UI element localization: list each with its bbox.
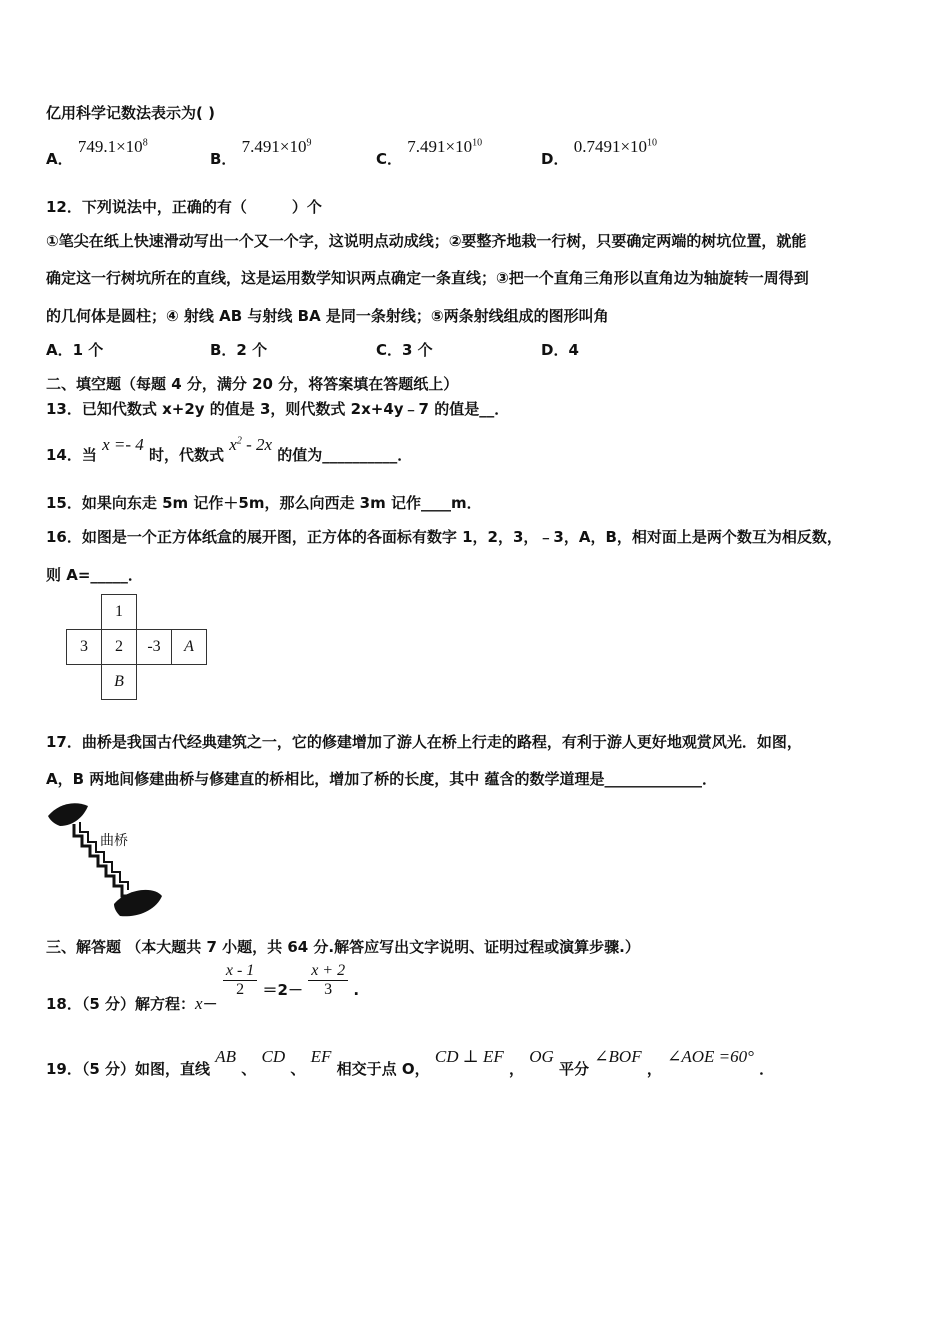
cube-face-right1: -3 — [137, 630, 172, 665]
q12-stem: 12．下列说法中，正确的有（ ）个 — [46, 198, 322, 216]
q19-ray-og: OG — [529, 1047, 554, 1066]
q17-line1: 17．曲桥是我国古代经典建筑之一，它的修建增加了游人在桥上行走的路程，有利于游人更好地观赏风光．如图， — [46, 733, 802, 751]
q11-tail: 亿用科学记数法表示为( ) — [46, 104, 215, 122]
q19-angle-bof: ∠BOF — [594, 1047, 642, 1066]
q11-option-a[interactable] — [46, 137, 148, 169]
option-label: A． — [46, 150, 73, 168]
q12-option-d[interactable]: D．4 — [541, 341, 579, 359]
q18-pre: 18．（5 分）解方程： — [46, 995, 196, 1013]
q19-comma: ， — [509, 1060, 525, 1078]
q19-comma: ， — [646, 1060, 662, 1078]
cube-face-left: 3 — [67, 630, 102, 665]
q14-post: 的值为__________． — [277, 446, 413, 464]
q19-post: ． — [759, 1060, 775, 1078]
option-value: $749.1\times 10^8$ — [77, 137, 148, 156]
q18-fraction-1: $\frac{x - 1}{2}$ — [223, 962, 257, 999]
q12-option-c[interactable]: C．3 个 — [376, 341, 433, 359]
option-value: $0.7491\times 10^{10}$ — [573, 137, 658, 156]
q12-line1: ①笔尖在纸上快速滑动写出一个又一个字，这说明点动成线；②要整齐地栽一行树，只要确定两端的树坑位置，就能 — [46, 232, 807, 250]
q14 — [46, 435, 413, 465]
zigzag-bridge-figure — [44, 800, 169, 920]
q12-option-b[interactable]: B．2 个 — [210, 341, 268, 359]
q18-post: . — [353, 981, 360, 999]
option-value: $7.491\times 10^{10}$ — [407, 137, 483, 156]
q17-line2: A，B 两地间修建曲桥与修建直的桥相比，增加了桥的长度，其中 蕴含的数学道理是_____________． — [46, 770, 717, 788]
q19-bisect: 平分 — [559, 1060, 590, 1078]
cube-net-figure — [66, 594, 207, 700]
cube-face-right2: A — [172, 630, 207, 665]
q18-fraction-2: $\frac{x + 2}{3}$ — [308, 962, 348, 999]
q19-pre: 19．（5 分）如图，直线 — [46, 1060, 211, 1078]
q18 — [46, 962, 360, 1013]
q11-option-d[interactable] — [541, 137, 658, 169]
q14-condition: x =- 4 — [102, 435, 144, 454]
option-label: C． — [376, 150, 403, 168]
q19-angle-aoe: ∠AOE =60° — [667, 1047, 754, 1066]
q19-line-cd: CD — [261, 1047, 286, 1066]
q14-mid: 时，代数式 — [149, 446, 225, 464]
q18-equals: ＝2－ — [262, 981, 303, 999]
q12-option-a[interactable]: A．1 个 — [46, 341, 104, 359]
option-label: D． — [541, 150, 569, 168]
q19-mid: 相交于点 O， — [336, 1060, 430, 1078]
section-3-heading: 三、解答题 （本大题共 7 小题，共 64 分.解答应写出文字说明、证明过程或演算步骤.） — [46, 938, 640, 956]
q16-line1: 16．如图是一个正方体纸盒的展开图，正方体的各面标有数字 1，2，3，﹣3，A，B，相对面上是两个数互为相反数， — [46, 528, 842, 546]
bridge-label: 曲桥 — [100, 833, 128, 849]
q12-line2: 确定这一行树坑所在的直线，这是运用数学知识两点确定一条直线；③把一个直角三角形以直角边为轴旋转一周得到 — [46, 269, 809, 287]
cube-face-top: 1 — [102, 595, 137, 630]
cube-face-bottom: B — [102, 665, 137, 700]
q12-line3: 的几何体是圆柱；④ 射线 AB 与射线 BA 是同一条射线；⑤两条射线组成的图形叫角 — [46, 307, 609, 325]
q18-minus: － — [202, 995, 218, 1013]
q19-line-ab: AB — [215, 1047, 237, 1066]
q15: 15．如果向东走 5m 记作＋5m，那么向西走 3m 记作____m． — [46, 494, 482, 512]
q19-perpendicular: CD ⊥ EF — [434, 1047, 504, 1066]
q19-separator: 、 — [290, 1060, 306, 1078]
q16-line2: 则 A=_____． — [46, 566, 143, 584]
q18-var: x — [195, 994, 203, 1013]
cube-face-center: 2 — [102, 630, 137, 665]
section-2-heading: 二、填空题（每题 4 分，满分 20 分，将答案填在答题纸上） — [46, 375, 459, 393]
q14-pre: 14．当 — [46, 446, 97, 464]
q11-option-b[interactable] — [210, 137, 312, 169]
q11-option-c[interactable] — [376, 137, 483, 169]
option-value: $7.491\times 10^9$ — [241, 137, 312, 156]
q19-line-ef: EF — [310, 1047, 332, 1066]
option-label: B． — [210, 150, 237, 168]
q14-expression: $x^2 - 2x$ — [229, 435, 273, 454]
q19 — [46, 1047, 775, 1079]
q13: 13．已知代数式 x+2y 的值是 3，则代数式 2x+4y﹣7 的值是__． — [46, 400, 510, 418]
q19-separator: 、 — [241, 1060, 257, 1078]
